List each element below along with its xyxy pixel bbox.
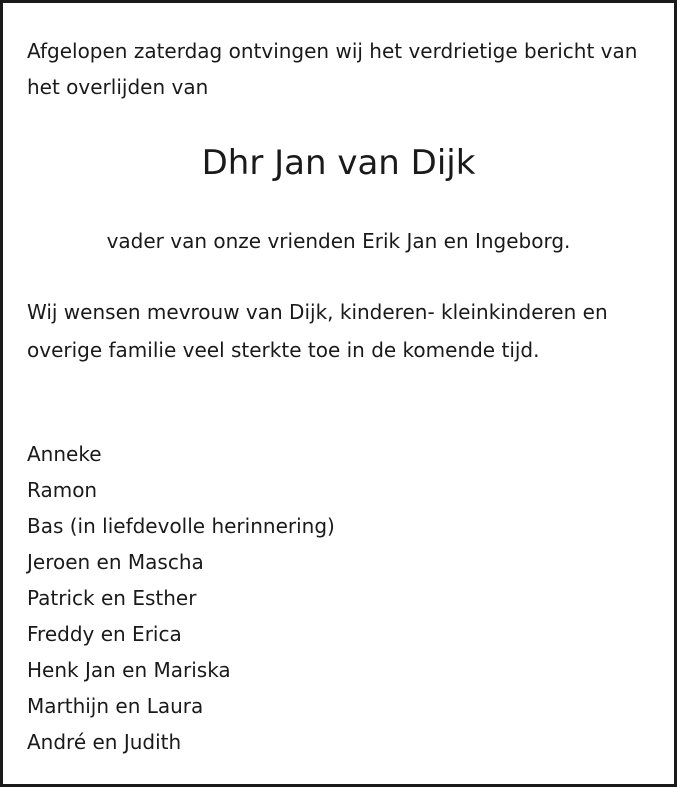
signatory-name: Ramon — [27, 478, 98, 502]
signatory-name: Henk Jan en Mariska — [27, 658, 231, 682]
signatories-list — [27, 436, 335, 760]
signatory-name: Patrick en Esther — [27, 586, 197, 610]
sympathy-wish-text: Wij wensen mevrouw van Dijk, kinderen- kleinkinderen en overige familie veel sterkte toe in de komende tijd. — [27, 300, 608, 362]
intro-text: Afgelopen zaterdag ontvingen wij het verdrietige bericht van het overlijden van — [27, 39, 638, 99]
relation-text: vader van onze vrienden Erik Jan en Ingeborg. — [106, 229, 571, 253]
signatory-name: Freddy en Erica — [27, 622, 182, 646]
deceased-name: Dhr Jan van Dijk — [201, 143, 476, 183]
signatory-name: Bas (in liefdevolle herinnering) — [27, 514, 335, 538]
signatory-name: Jeroen en Mascha — [27, 550, 204, 574]
signatory-name: Marthijn en Laura — [27, 694, 204, 718]
signatory-name: Anneke — [27, 442, 102, 466]
signatory-name: André en Judith — [27, 730, 182, 754]
